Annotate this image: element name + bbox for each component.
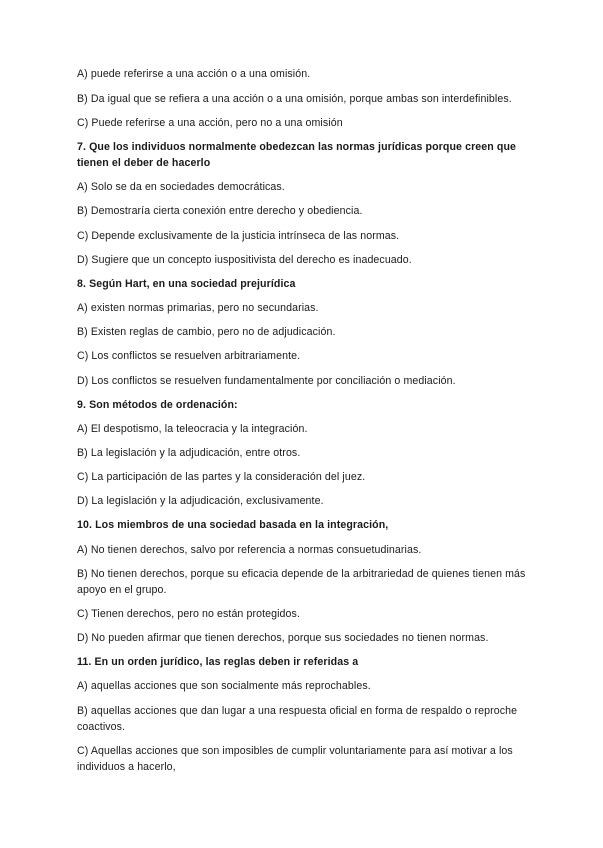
option-line: B) Demostraría cierta conexión entre derecho y obediencia. (77, 205, 363, 217)
option-line: A) No tienen derechos, salvo por referencia a normas consuetudinarias. (77, 544, 422, 556)
question-heading: 9. Son métodos de ordenación: (77, 399, 238, 411)
option-line: B) La legislación y la adjudicación, entre otros. (77, 447, 301, 459)
option-line: A) aquellas acciones que son socialmente más reprochables. (77, 680, 371, 692)
option-line: B) No tienen derechos, porque su eficacia depende de la arbitrariedad de quienes tienen más apoyo en el grupo. (77, 568, 526, 596)
option-line: D) No pueden afirmar que tienen derechos, porque sus sociedades no tienen normas. (77, 632, 489, 644)
option-line: B) Da igual que se refiera a una acción o a una omisión, porque ambas son interdefinibles. (77, 93, 512, 105)
option-line: B) aquellas acciones que dan lugar a una respuesta oficial en forma de respaldo o reproche coactivos. (77, 705, 518, 733)
option-line: A) Solo se da en sociedades democráticas. (77, 181, 285, 193)
option-line: C) La participación de las partes y la consideración del juez. (77, 471, 366, 483)
option-line: D) Los conflictos se resuelven fundamentalmente por conciliación o mediación. (77, 375, 456, 387)
question-heading: 11. En un orden jurídico, las reglas deben ir referidas a (77, 656, 359, 668)
option-line: A) puede referirse a una acción o a una omisión. (77, 68, 311, 80)
option-line: C) Puede referirse a una acción, pero no a una omisión (77, 117, 343, 129)
question-heading: 7. Que los individuos normalmente obedezcan las normas jurídicas porque creen que tienen el deber de hacerlo (77, 141, 517, 169)
option-line: D) Sugiere que un concepto iuspositivista del derecho es inadecuado. (77, 254, 412, 266)
question-heading: 8. Según Hart, en una sociedad prejurídica (77, 278, 296, 290)
option-line: A) El despotismo, la teleocracia y la integración. (77, 423, 308, 435)
option-line: C) Los conflictos se resuelven arbitrariamente. (77, 350, 301, 362)
option-line: A) existen normas primarias, pero no secundarias. (77, 302, 319, 314)
option-line: C) Tienen derechos, pero no están protegidos. (77, 608, 300, 620)
option-line: C) Depende exclusivamente de la justicia intrínseca de las normas. (77, 230, 400, 242)
option-line: B) Existen reglas de cambio, pero no de adjudicación. (77, 326, 336, 338)
option-line: D) La legislación y la adjudicación, exclusivamente. (77, 495, 324, 507)
question-heading: 10. Los miembros de una sociedad basada en la integración, (77, 519, 389, 531)
option-line: C) Aquellas acciones que son imposibles de cumplir voluntariamente para así motivar a los individuos a hacerlo, (77, 745, 513, 773)
